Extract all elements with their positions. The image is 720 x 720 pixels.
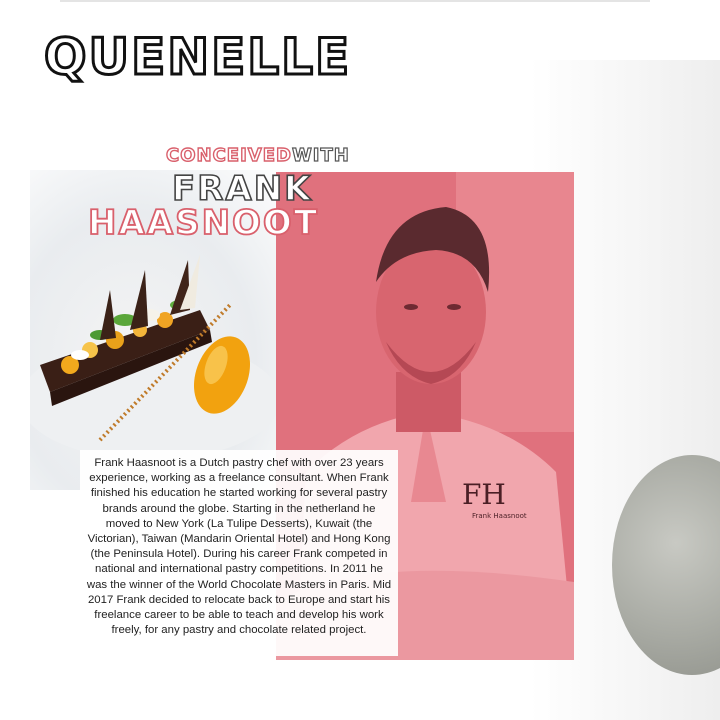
top-divider [60,0,650,2]
magazine-logo: QUENELLE [44,28,352,86]
chef-first-name: FRANK [172,169,313,209]
kicker-rest: WITH [291,145,350,166]
chef-last-name: HAASNOOT [88,203,320,243]
section-kicker [166,147,350,165]
jacket-monogram: FH [462,478,506,511]
chef-bio-text: Frank Haasnoot is a Dutch pastry chef with over 23 years experience, working as a freelance consultant. When Frank finished his education he started working for several pastry brands around the globe. Starting in the netherland he moved to New York (La Tulipe Desserts), Kuwait (the Victorian), Taiwan (Mandarin Oriental Hotel) and Hong Kong (the Peninsula Hotel). During his career Frank competed in national and international pastry competitions. In 2011 he was the winner of the World Chocolate Masters in Paris. Mid 2017 Frank decided to relocate back to Europe and start his freelance career to be able to teach and develop his work freely, for any pastry and chocolate related project. [80,450,398,656]
kicker-highlight: CONCEIVED [166,145,292,166]
jacket-embroidered-name: Frank Haasnoot [472,512,527,520]
